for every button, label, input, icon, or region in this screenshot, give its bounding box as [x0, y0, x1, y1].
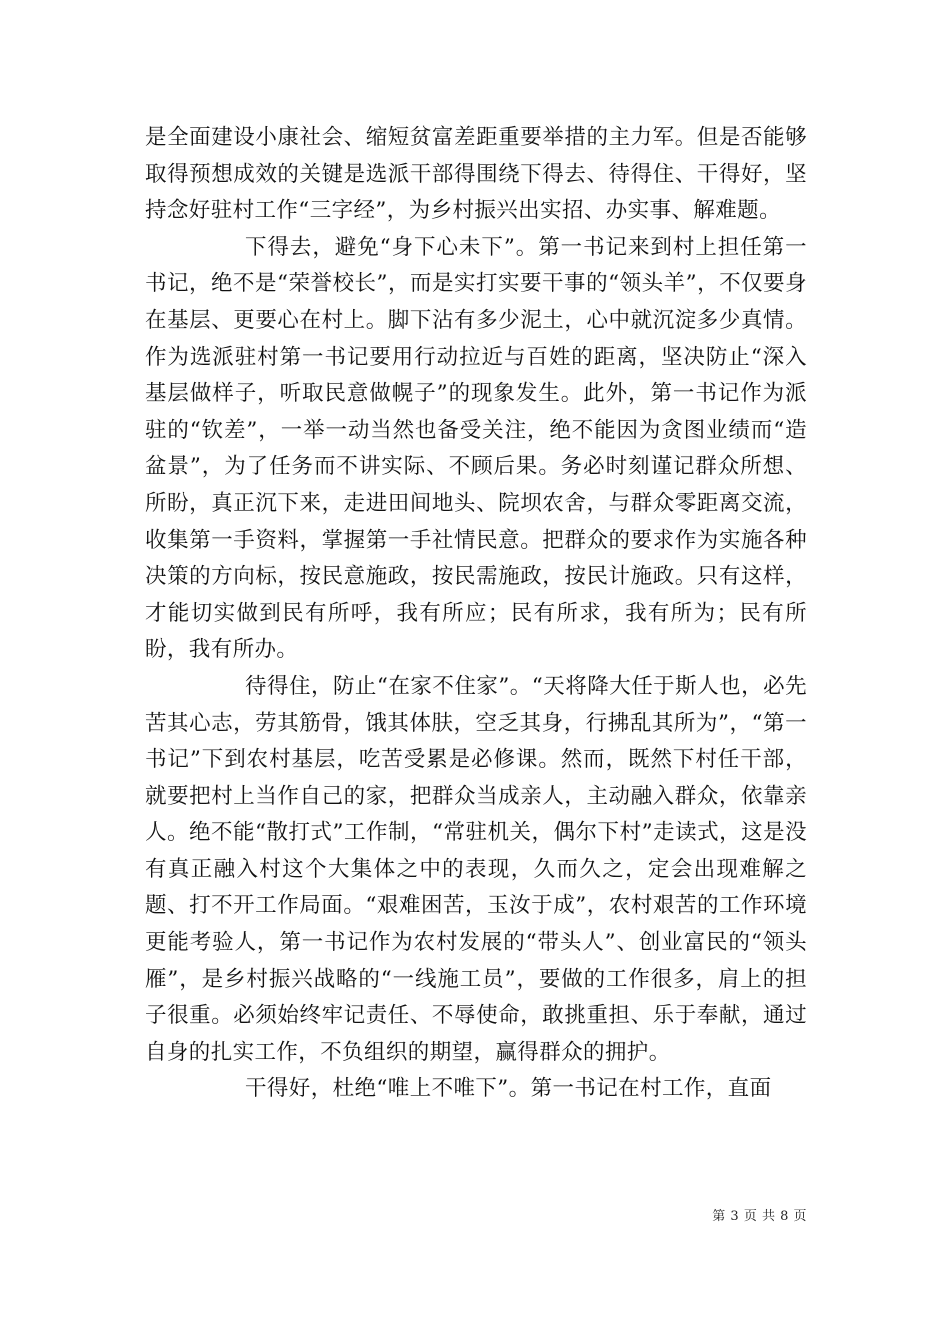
paragraph-xia-de-qu: 下得去，避免“身下心未下”。第一书记来到村上担任第一书记，绝不是“荣誉校长”，而是实打实要干事的“领头羊”，不仅要身在基层、更要心在村上。脚下沾有多少泥土，心中就沉淀多少真情。作为选派驻村第一书记要用行动拉近与百姓的距离，坚决防止“深入基层做样子，听取民意做幌子”的现象发生。此外，第一书记作为派驻的“钦差”，一举一动当然也备受关注，绝不能因为贪图业绩而“造盆景”，为了任务而不讲实际、不顾后果。务必时刻谨记群众所想、所盼，真正沉下来，走进田间地头、院坝农舍，与群众零距离交流，收集第一手资料，掌握第一手社情民意。把群众的要求作为实施各种决策的方向标，按民意施政，按民需施政，按民计施政。只有这样，才能切实做到民有所呼，我有所应；民有所求，我有所为；民有所盼，我有所办。: [145, 234, 807, 663]
body-text: [145, 120, 807, 1108]
paragraph-dai-de-zhu: 待得住，防止“在家不住家”。“天将降大任于斯人也，必先苦其心志，劳其筋骨，饿其体肤，空乏其身，行拂乱其所为”，“第一书记”下到农村基层，吃苦受累是必修课。然而，既然下村任干部，就要把村上当作自己的家，把群众当成亲人，主动融入群众，依靠亲人。绝不能“散打式”工作制，“常驻机关，偶尔下村”走读式，这是没有真正融入村这个大集体之中的表现，久而久之，定会出现难解之题、打不开工作局面。“艰难困苦，玉汝于成”，农村艰苦的工作环境更能考验人，第一书记作为农村发展的“带头人”、创业富民的“领头雁”，是乡村振兴战略的“一线施工员”，要做的工作很多，肩上的担子很重。必须始终牢记责任、不辱使命，敢挑重担、乐于奉献，通过自身的扎实工作，不负组织的期望，赢得群众的拥护。: [145, 673, 807, 1065]
paragraph-gan-de-hao: 干得好，杜绝“唯上不唯下”。第一书记在村工作，直面: [245, 1076, 772, 1102]
paragraph-continued: 是全面建设小康社会、缩短贫富差距重要举措的主力军。但是否能够取得预想成效的关键是选派干部得围绕下得去、待得住、干得好，坚持念好驻村工作“三字经”，为乡村振兴出实招、办实事、解难题。: [145, 125, 807, 224]
page-number-footer: 第 3 页 共 8 页: [712, 1209, 807, 1224]
